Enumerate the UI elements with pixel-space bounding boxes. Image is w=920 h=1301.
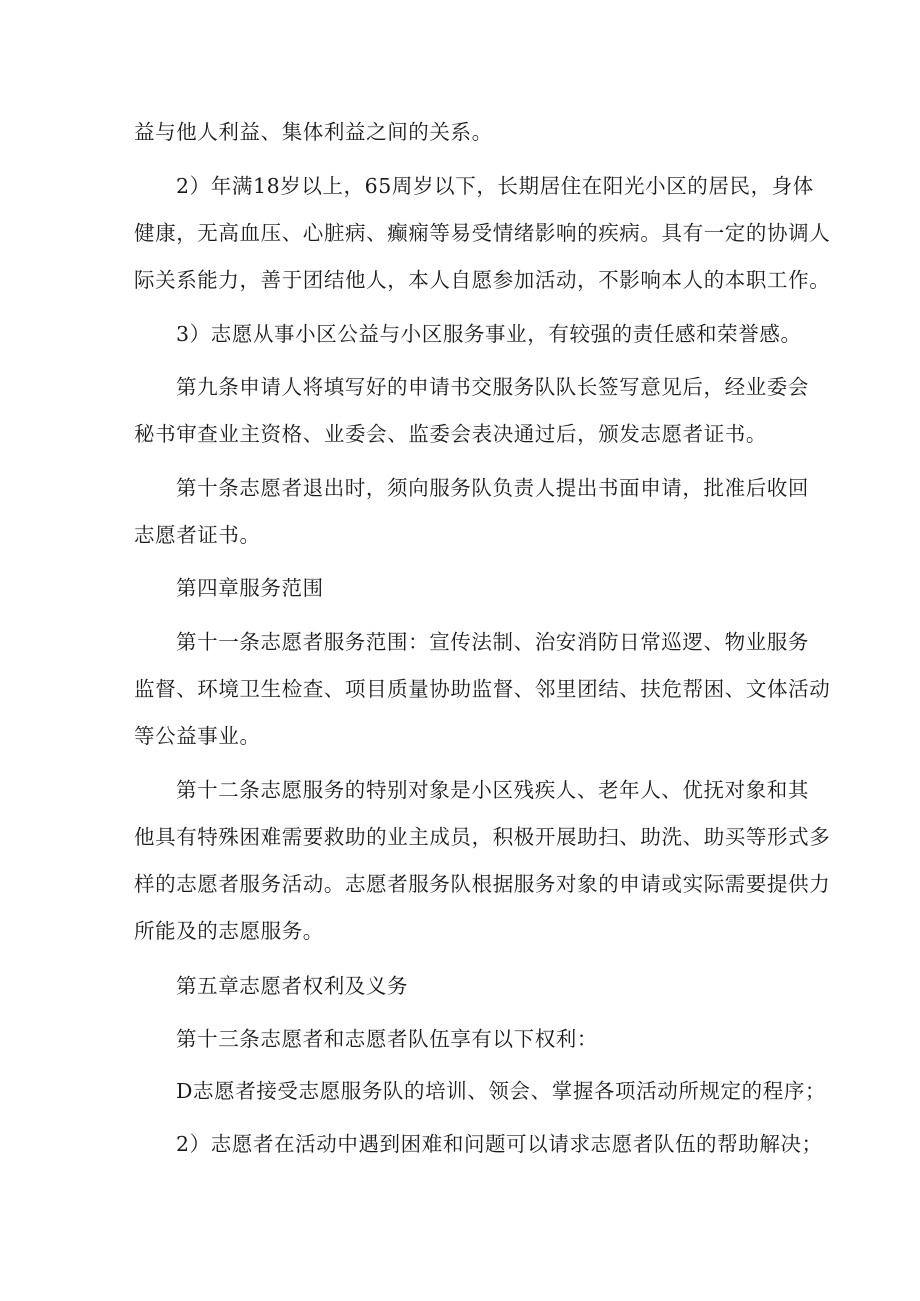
chapter-heading: 第五章志愿者权利及义务 — [176, 974, 409, 998]
paragraph-line: 第十三条志愿者和志愿者队伍享有以下权利： — [176, 1027, 598, 1051]
paragraph-line: 监督、环境卫生检查、项目质量协助监督、邻里团结、扶危帮困、文体活动 — [134, 677, 831, 701]
paragraph-line: 2）志愿者在活动中遇到困难和问题可以请求志愿者队伍的帮助解决； — [176, 1132, 823, 1156]
paragraph-line: 秘书审查业主资格、业委会、监委会表决通过后，颁发志愿者证书。 — [134, 422, 767, 446]
paragraph-line: 第十二条志愿服务的特别对象是小区残疾人、老年人、优抚对象和其 — [176, 778, 809, 802]
paragraph-line: 所能及的志愿服务。 — [134, 919, 324, 943]
paragraph-line: 益与他人利益、集体利益之间的关系。 — [134, 120, 493, 144]
chapter-heading: 第四章服务范围 — [176, 576, 324, 600]
paragraph-line: 际关系能力，善于团结他人，本人自愿参加活动，不影响本人的本职工作。 — [134, 268, 831, 292]
paragraph-line: 第十一条志愿者服务范围：宣传法制、治安消防日常巡逻、物业服务 — [176, 630, 809, 654]
paragraph-line: 等公益事业。 — [134, 724, 261, 748]
paragraph-line: 第九条申请人将填写好的申请书交服务队队长签写意见后，经业委会 — [176, 375, 809, 399]
paragraph-line: 志愿者证书。 — [134, 523, 261, 547]
paragraph-line: D志愿者接受志愿服务队的培训、领会、掌握各项活动所规定的程序； — [176, 1079, 827, 1103]
paragraph-line: 健康，无高血压、心脏病、癫痫等易受情绪影响的疾病。具有一定的协调人 — [134, 221, 831, 245]
paragraph-line: 他具有特殊困难需要救助的业主成员，积极开展助扫、助洗、助买等形式多 — [134, 825, 831, 849]
paragraph-line: 3）志愿从事小区公益与小区服务事业，有较强的责任感和荣誉感。 — [176, 322, 802, 346]
paragraph-line: 第十条志愿者退出时，须向服务队负责人提出书面申请，批准后收回 — [176, 476, 809, 500]
paragraph-line: 样的志愿者服务活动。志愿者服务队根据服务对象的申请或实际需要提供力 — [134, 872, 831, 896]
paragraph-line: 2）年满18岁以上，65周岁以下，长期居住在阳光小区的居民，身体 — [176, 174, 814, 198]
